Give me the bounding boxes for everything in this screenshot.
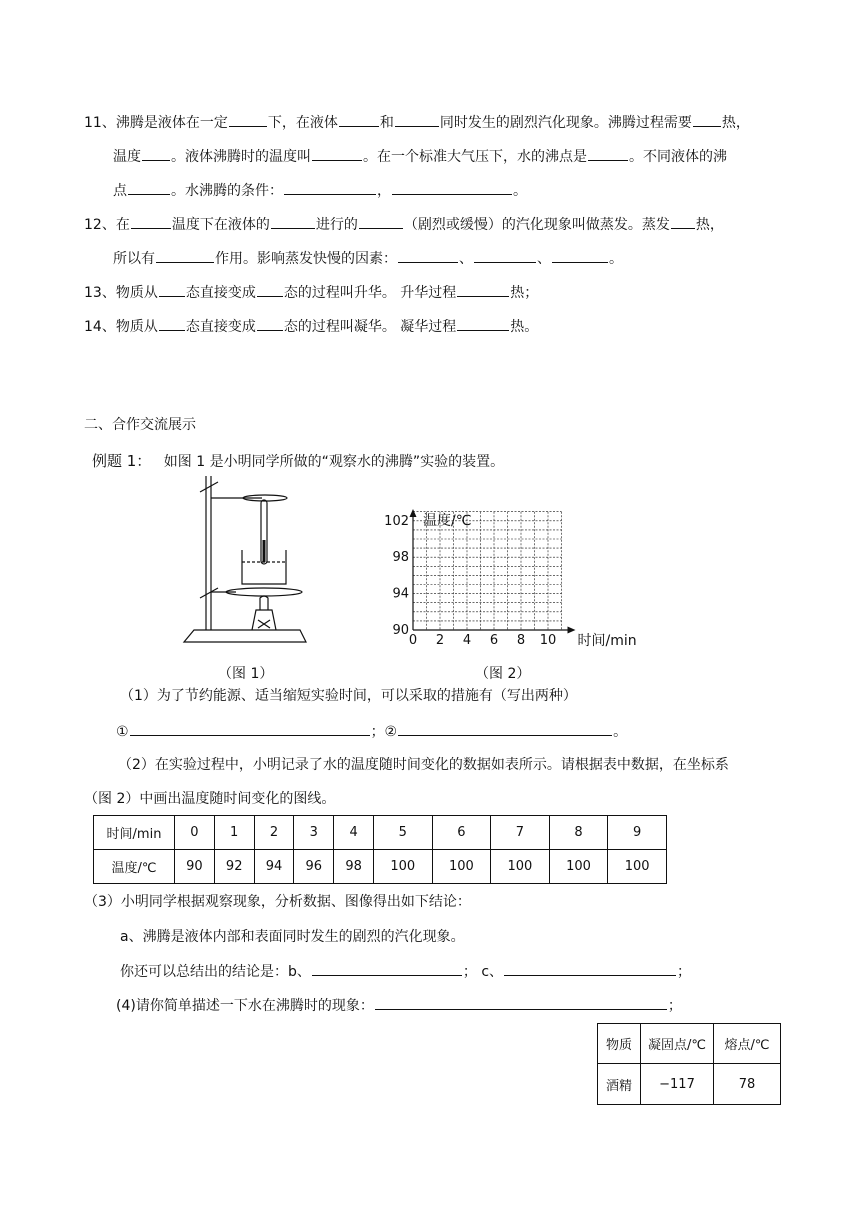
sub3-bc-line — [120, 961, 691, 982]
table-row — [94, 850, 667, 884]
time-cell: 8 — [549, 816, 608, 850]
q12-text: 作用。影响蒸发快慢的因素： — [215, 251, 397, 267]
boiling-apparatus-figure — [180, 470, 310, 650]
temp-cell: 100 — [608, 850, 667, 884]
time-cell: 6 — [432, 816, 491, 850]
blank[interactable] — [271, 214, 315, 229]
blank[interactable] — [671, 214, 695, 229]
example-text: 如图 1 是小明同学所做的“观察水的沸腾”实验的装置。 — [163, 454, 505, 470]
q12-text: 进行的 — [315, 217, 358, 233]
x-axis-label: 时间/min — [577, 633, 637, 649]
table-header-temp: 温度/℃ — [94, 850, 175, 884]
blank[interactable] — [156, 248, 214, 263]
time-cell: 0 — [175, 816, 215, 850]
table-row — [94, 816, 667, 850]
q12-text: 、 — [459, 251, 473, 267]
blank[interactable] — [359, 214, 403, 229]
blank[interactable] — [457, 316, 509, 331]
y-axis-label: 温度/℃ — [423, 513, 472, 529]
q11-text: 11、沸腾是液体在一定 — [84, 115, 228, 131]
blank[interactable] — [398, 248, 458, 263]
q14-text: 态直接变成 — [185, 319, 256, 335]
q12-text: 所以有 — [113, 251, 155, 267]
q13-text: 态的过程叫升华。 升华过程 — [283, 285, 457, 301]
sub2-line1: （2）在实验过程中，小明记录了水的温度随时间变化的数据如表所示。请根据表中数据，在坐标系 — [118, 757, 729, 773]
time-cell: 2 — [254, 816, 294, 850]
temp-cell: 90 — [175, 850, 215, 884]
blank[interactable] — [375, 995, 667, 1010]
blank[interactable] — [395, 112, 439, 127]
end-mark: ； — [677, 964, 692, 980]
blank[interactable] — [474, 248, 536, 263]
time-cell: 4 — [334, 816, 374, 850]
figure2-caption: （图 2） — [475, 666, 531, 682]
blank[interactable] — [257, 316, 283, 331]
time-cell: 1 — [214, 816, 254, 850]
temp-cell: 98 — [334, 850, 374, 884]
sub2-line2: （图 2）中画出温度随时间变化的图线。 — [84, 791, 336, 807]
blank[interactable] — [588, 146, 628, 161]
blank[interactable] — [398, 721, 612, 736]
q11-text: 。水沸腾的条件： — [171, 183, 283, 199]
temp-cell: 94 — [254, 850, 294, 884]
q11-text: ， — [377, 183, 391, 199]
blank[interactable] — [159, 282, 185, 297]
sub3-text: （3）小明同学根据观察现象，分析数据、图像得出如下结论： — [84, 894, 471, 910]
separator: ；② — [370, 724, 398, 740]
time-cell: 3 — [294, 816, 334, 850]
cell-melting: 78 — [714, 1064, 781, 1105]
blank[interactable] — [229, 112, 267, 127]
blank[interactable] — [457, 282, 509, 297]
conclusion-c-label: ； c、 — [462, 964, 504, 980]
q11-text: 和 — [379, 115, 394, 131]
q11-text: 热， — [721, 115, 750, 131]
temp-cell: 96 — [294, 850, 334, 884]
x-tick-label: 4 — [462, 633, 472, 648]
table-row — [598, 1064, 781, 1105]
sub3-a: a、沸腾是液体内部和表面同时发生的剧烈的汽化现象。 — [120, 929, 465, 945]
x-tick-label: 0 — [408, 633, 418, 648]
q12-line1 — [84, 214, 724, 235]
blank[interactable] — [392, 180, 512, 195]
q13-text: 13、物质从 — [84, 285, 158, 301]
q11-text: 点 — [113, 183, 127, 199]
blank[interactable] — [339, 112, 379, 127]
header-melting: 熔点/℃ — [714, 1024, 781, 1064]
end-mark: 。 — [613, 724, 628, 740]
q11-text: 温度 — [113, 149, 141, 165]
data-table — [93, 815, 667, 884]
sub1-text: （1）为了节约能源、适当缩短实验时间，可以采取的措施有（写出两种） — [120, 688, 577, 704]
cell-freezing: −117 — [641, 1064, 714, 1105]
q13-text: 态直接变成 — [185, 285, 256, 301]
table-row — [598, 1024, 781, 1064]
sub4-text: (4)请你简单描述一下水在沸腾时的现象： — [116, 998, 374, 1014]
blank[interactable] — [284, 180, 376, 195]
q14-line — [84, 316, 538, 337]
end-mark: ； — [667, 998, 682, 1014]
q13-text: 热； — [510, 285, 539, 301]
q12-text: （剧烈或缓慢）的汽化现象叫做蒸发。蒸发 — [403, 217, 670, 233]
blank[interactable] — [552, 248, 608, 263]
q14-text: 热。 — [510, 319, 539, 335]
x-tick-label: 10 — [539, 633, 557, 648]
q11-text: 。不同液体的沸 — [629, 149, 727, 165]
blank[interactable] — [128, 180, 170, 195]
example-label: 例题 1： — [92, 452, 152, 470]
q14-text: 14、物质从 — [84, 319, 158, 335]
q11-text: 下，在液体 — [267, 115, 338, 131]
q13-line — [84, 282, 538, 303]
blank[interactable] — [504, 961, 676, 976]
blank[interactable] — [130, 721, 370, 736]
time-cell: 9 — [608, 816, 667, 850]
cell-substance: 酒精 — [598, 1064, 641, 1105]
q12-text: 温度下在液体的 — [171, 217, 270, 233]
temp-cell: 100 — [373, 850, 432, 884]
q11-line2 — [113, 146, 727, 167]
x-tick-label: 2 — [435, 633, 445, 648]
conclusion-b-label: 你还可以总结出的结论是：b、 — [120, 964, 311, 980]
temp-cell: 100 — [549, 850, 608, 884]
example-line — [92, 451, 504, 472]
blank[interactable] — [312, 961, 462, 976]
sub1-answer-line — [116, 721, 627, 742]
blank[interactable] — [142, 146, 170, 161]
time-cell: 7 — [491, 816, 550, 850]
blank[interactable] — [159, 316, 185, 331]
table-header-time: 时间/min — [94, 816, 175, 850]
y-tick-label: 102 — [384, 513, 409, 529]
q11-text: 。液体沸腾时的温度叫 — [171, 149, 311, 165]
header-substance: 物质 — [598, 1024, 641, 1064]
temp-cell: 100 — [432, 850, 491, 884]
q11-text: 。 — [513, 183, 527, 199]
x-tick-label: 8 — [516, 633, 526, 648]
blank[interactable] — [312, 146, 362, 161]
figure1-caption: （图 1） — [218, 666, 274, 682]
q12-text: 。 — [609, 251, 623, 267]
circle-one: ① — [116, 724, 129, 740]
y-axis-arrow — [410, 509, 417, 517]
time-cell: 5 — [373, 816, 432, 850]
q12-text: 、 — [537, 251, 551, 267]
temp-cell: 100 — [491, 850, 550, 884]
x-tick-label: 6 — [489, 633, 499, 648]
q11-text: 同时发生的剧烈汽化现象。沸腾过程需要 — [439, 115, 692, 131]
blank[interactable] — [693, 112, 721, 127]
q11-text: 。在一个标准大气压下，水的沸点是 — [363, 149, 587, 165]
y-tick-label: 90 — [392, 623, 409, 638]
temperature-time-chart — [380, 505, 680, 655]
substance-table — [597, 1023, 781, 1105]
blank[interactable] — [131, 214, 171, 229]
temp-cell: 92 — [214, 850, 254, 884]
sub4-line — [116, 995, 682, 1016]
q14-text: 态的过程叫凝华。 凝华过程 — [283, 319, 457, 335]
q11-line1 — [84, 112, 750, 133]
q12-line2 — [113, 248, 623, 269]
blank[interactable] — [257, 282, 283, 297]
header-freezing: 凝固点/℃ — [641, 1024, 714, 1064]
q12-text: 热， — [695, 217, 724, 233]
x-axis-arrow — [568, 627, 576, 634]
section-title: 二、合作交流展示 — [84, 417, 196, 433]
q11-line3 — [113, 180, 527, 201]
y-tick-label: 98 — [392, 550, 409, 566]
y-tick-label: 94 — [392, 586, 409, 602]
q12-text: 12、在 — [84, 217, 130, 233]
